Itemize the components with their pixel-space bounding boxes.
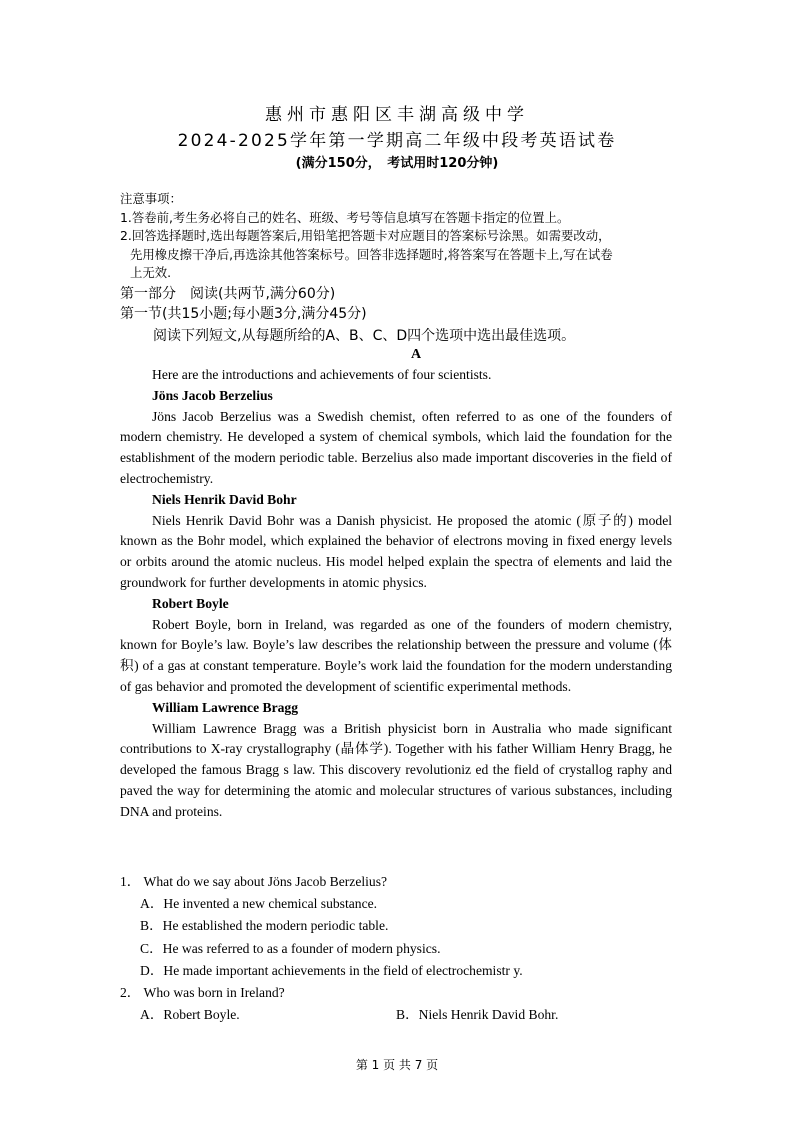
- option-a: A．Robert Boyle.: [140, 1007, 240, 1022]
- section-heading: 第一节(共15小题;每小题3分,满分45分): [120, 306, 367, 322]
- scientist-text: William Lawrence Bragg was a British physicist born in Australia who made significant contributions to X-ray crystallography (晶体学). Together with his father William Henry Bragg, he developed the famous Bragg s law. This discovery revolutioniz ed the field of crystallog raphy and paved the way for determining the atomic and molecular structures of various substances, including DNA and proteins.: [120, 720, 672, 819]
- notes-item-2-cont: 先用橡皮擦干净后,再选涂其他答案标号。回答非选择题时,将答案写在答题卡上,写在试卷: [130, 246, 613, 262]
- exam-notes: [120, 190, 680, 283]
- part-heading: 第一部分 阅读(共两节,满分60分): [120, 286, 336, 302]
- school-name: 惠州市惠阳区丰湖高级中学: [265, 105, 529, 125]
- option-a: A．He invented a new chemical substance.: [140, 896, 378, 911]
- passage-body: [120, 365, 672, 823]
- exam-title: 2024-2025学年第一学期高二年级中段考英语试卷: [177, 131, 617, 151]
- scientist-name: Jöns Jacob Berzelius: [152, 387, 273, 403]
- option-c: C．He was referred to as a founder of modern physics.: [140, 940, 441, 956]
- scientist-name: Robert Boyle: [152, 595, 229, 611]
- passage-intro: Here are the introductions and achievements of four scientists.: [152, 367, 492, 382]
- option-d: D．He made important achievements in the field of electrochemistr y.: [140, 963, 523, 979]
- option-row: [120, 1004, 680, 1026]
- scientist-text: Jöns Jacob Berzelius was a Swedish chemist, often referred to as one of the founders of modern chemistry. He developed a system of chemical symbols, which laid the foundation for the establishment of the modern periodic table. Berzelius also made important discoveries in the field of electrochemistry.: [120, 408, 672, 486]
- scientist-text: Robert Boyle, born in Ireland, was regarded as one of the founders of modern chemistry, known for Boyle’s law. Boyle’s law describes the relationship between the pressure and volume (体积) of a gas at constant temperature. Boyle’s work laid the foundation for the modern understanding of gas behavior and promoted the development of scientific experimental methods.: [120, 616, 672, 694]
- scientist-name: William Lawrence Bragg: [152, 699, 298, 715]
- question-stem: 1． What do we say about Jöns Jacob Berzelius?: [120, 874, 388, 889]
- page-footer: 第 1 页 共 7 页: [355, 1058, 439, 1072]
- reading-instruction: 阅读下列短文,从每题所给的A、B、C、D四个选项中选出最佳选项。: [153, 328, 576, 344]
- option-b: B．Niels Henrik David Bohr.: [396, 1007, 559, 1022]
- notes-item-2: 2.回答选择题时,选出每题答案后,用铅笔把答题卡对应题目的答案标号涂黑。如需要改动，: [120, 228, 611, 243]
- question-2: [120, 982, 680, 1026]
- option-b: B．He established the modern periodic table.: [140, 918, 389, 934]
- scientist-text: Niels Henrik David Bohr was a Danish physicist. He proposed the atomic (原子的) model known as the Bohr model, which explained the behavior of electrons moving in fixed energy levels or orbits around the atomic nucleus. His model helped explain the spectra of elements and laid the groundwork for further developments in atomic physics.: [120, 512, 672, 590]
- notes-item-2-end: 上无效.: [130, 265, 172, 280]
- question-stem: 2． Who was born in Ireland?: [120, 985, 285, 1000]
- notes-title: 注意事项：: [120, 191, 182, 206]
- scientist-name: Niels Henrik David Bohr: [152, 491, 297, 507]
- notes-item-1: 1.答卷前,考生务必将自己的姓名、班级、考号等信息填写在答题卡指定的位置上。: [120, 209, 570, 225]
- passage-label: A: [410, 347, 422, 362]
- score-and-time: (满分150分， 考试用时120分钟): [295, 156, 499, 171]
- question-1: [120, 871, 680, 983]
